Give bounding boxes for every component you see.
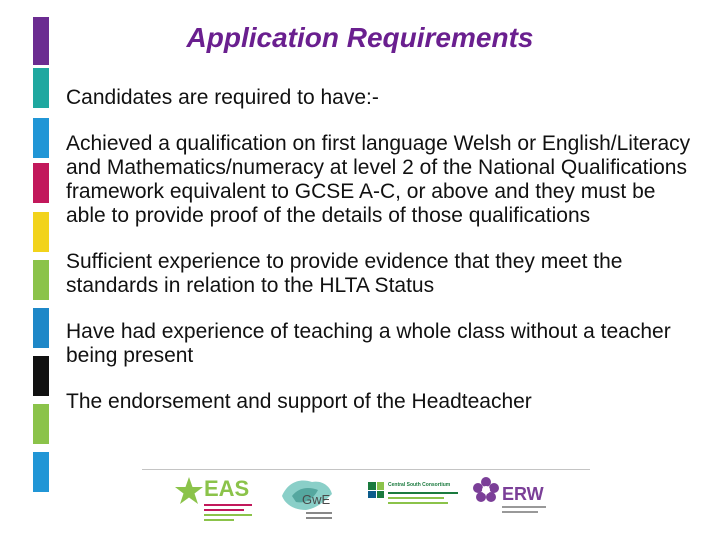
erw-flower-icon (472, 476, 500, 504)
stripe-light-blue (33, 452, 49, 492)
requirements-body (66, 86, 696, 436)
erw-logo-text: ERW (502, 484, 544, 504)
requirement-2: Sufficient experience to provide evidence that they meet the standards in relation to the HLTA Status (66, 250, 623, 297)
stripe-green (33, 260, 49, 300)
footer-divider (142, 469, 590, 470)
intro-text: Candidates are required to have:- (66, 86, 379, 109)
csc-grid-icon (368, 482, 384, 498)
stripe-lime (33, 404, 49, 444)
csc-tagline-bars (388, 492, 458, 504)
erw-tagline-bars (502, 506, 546, 513)
stripe-yellow (33, 212, 49, 252)
csc-logo-text: Central South Consortium (388, 482, 451, 488)
stripe-blue (33, 118, 49, 158)
eas-tagline-bars (204, 504, 252, 521)
stripe-black (33, 356, 49, 396)
eas-logo-text: EAS (204, 476, 250, 501)
requirement-3: Have had experience of teaching a whole class without a teacher being present (66, 320, 671, 367)
erw-logo (472, 472, 562, 528)
stripe-blue-2 (33, 308, 49, 348)
stripe-teal (33, 68, 49, 108)
requirement-1: Achieved a qualification on first language Welsh or English/Literacy and Mathematics/numeracy at level 2 of the National Qualifications framework equivalent to GCSE A-C, or above and they must be able to provide proof of the details of those qualifications (66, 132, 691, 227)
eas-logo (172, 472, 262, 528)
eas-star-icon (174, 476, 204, 506)
requirement-4: The endorsement and support of the Headteacher (66, 390, 532, 413)
gwe-logo (272, 472, 352, 528)
gwe-tagline-bars (306, 512, 332, 519)
stripe-magenta (33, 163, 49, 203)
gwe-logo-text: GwE (302, 492, 331, 507)
csc-logo (368, 472, 464, 528)
page-title: Application Requirements (186, 22, 534, 53)
